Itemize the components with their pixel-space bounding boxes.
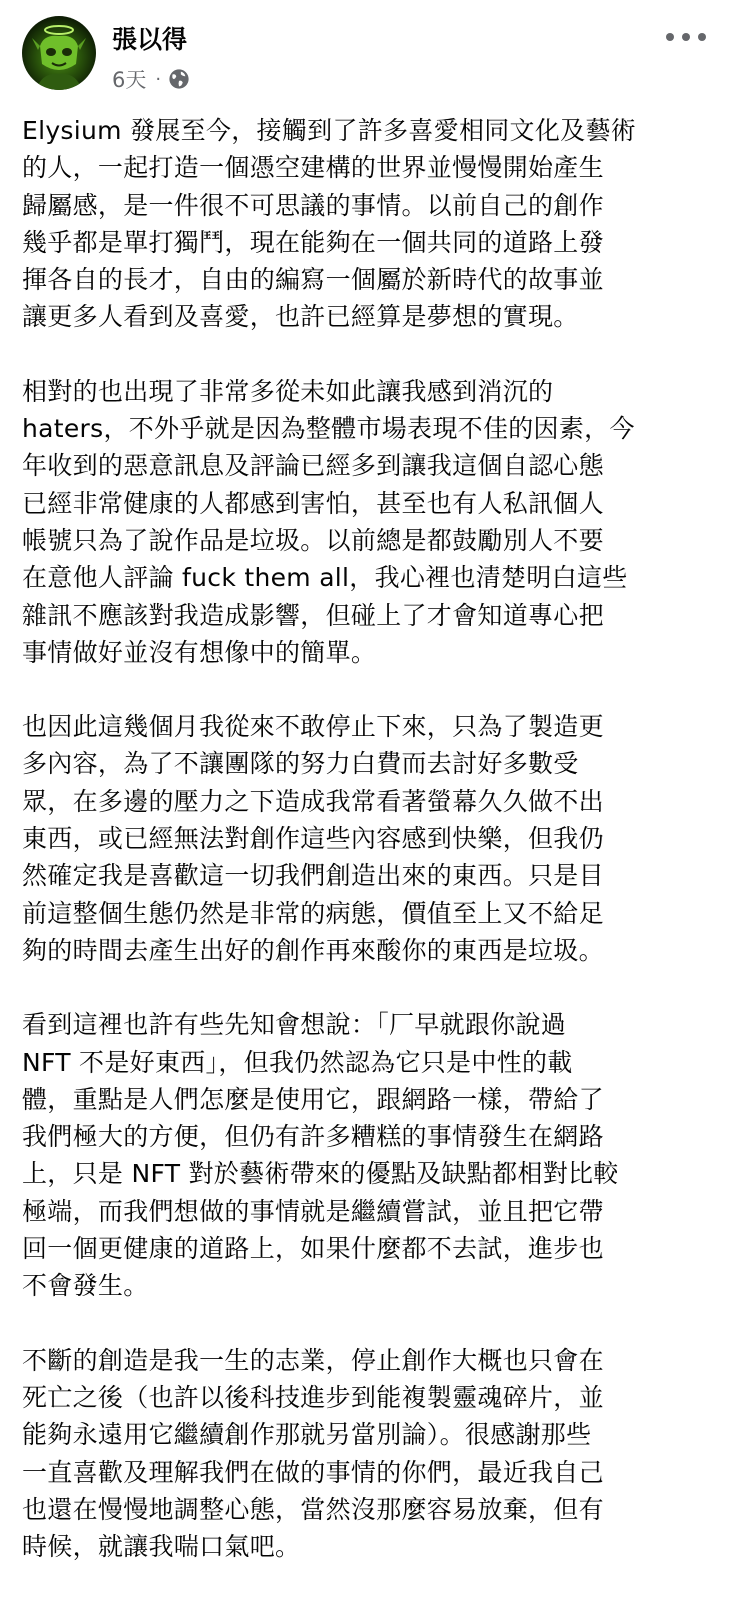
post-line: 我們極大的方便，但仍有許多糟糕的事情發生在網路 [22, 1122, 604, 1152]
post-line: 然確定我是喜歡這一切我們創造出來的東西。只是目 [22, 861, 604, 891]
globe-icon [168, 68, 190, 90]
post-line: 多內容，為了不讓團隊的努力白費而去討好多數受 [22, 749, 579, 779]
post-line: 幾乎都是單打獨鬥，現在能夠在一個共同的道路上發 [22, 227, 604, 257]
post-line: 能夠永遠用它繼續創作那就另當別論）。很感謝那些 [22, 1420, 592, 1450]
post-line: 體，重點是人們怎麼是使用它，跟網路一樣，帶給了 [22, 1084, 604, 1114]
post-paragraph-2 [22, 373, 712, 671]
post-line: 也還在慢慢地調整心態，當然沒那麼容易放棄，但有 [22, 1494, 604, 1524]
author-name[interactable]: 張以得 [112, 25, 188, 54]
post-line: 上，只是 NFT 對於藝術帶來的優點及缺點都相對比較 [22, 1159, 619, 1189]
post-line: 死亡之後（也許以後科技進步到能複製靈魂碎片，並 [22, 1382, 604, 1412]
post-line: NFT 不是好東西」，但我仍然認為它只是中性的載 [22, 1047, 573, 1077]
post-line: 事情做好並沒有想像中的簡單。 [22, 637, 377, 667]
post-line: 眾，在多邊的壓力之下造成我常看著螢幕久久做不出 [22, 786, 604, 816]
post-line: 歸屬感，是一件很不可思議的事情。以前自己的創作 [22, 190, 604, 220]
post-paragraph-3 [22, 708, 712, 969]
meta-separator: · [155, 68, 162, 90]
post-line: 看到這裡也許有些先知會想說：「厂早就跟你說過 [22, 1010, 567, 1040]
post-line: 夠的時間去產生出好的創作再來酸你的東西是垃圾。 [22, 935, 604, 965]
post-paragraph-1 [22, 112, 712, 336]
post-line: 東西，或已經無法對創作這些內容感到快樂，但我仍 [22, 824, 604, 854]
post-line: 雜訊不應該對我造成影響，但碰上了才會知道專心把 [22, 600, 604, 630]
author-avatar[interactable] [22, 16, 96, 90]
post-line: 年收到的惡意訊息及評論已經多到讓我這個自認心態 [22, 451, 604, 481]
post-line: 極端，而我們想做的事情就是繼續嘗試，並且把它帶 [22, 1196, 604, 1226]
more-options-button[interactable] [666, 24, 706, 50]
post-line: 回一個更健康的道路上，如果什麼都不去試，進步也 [22, 1234, 604, 1264]
post-line: Elysium 發展至今，接觸到了許多喜愛相同文化及藝術 [22, 116, 637, 145]
post-line: 在意他人評論 fuck them all，我心裡也清楚明白這些 [22, 563, 628, 593]
post-line: 前這整個生態仍然是非常的病態，價值至上又不給足 [22, 898, 604, 928]
post-header [0, 0, 740, 100]
post-line: 不會發生。 [22, 1271, 149, 1301]
post-line: 也因此這幾個月我從來不敢停止下來，只為了製造更 [22, 712, 604, 742]
post-line: 一直喜歡及理解我們在做的事情的你們，最近我自己 [22, 1457, 604, 1487]
post-line: 不斷的創造是我一生的志業，停止創作大概也只會在 [22, 1345, 604, 1375]
post-line: haters，不外乎就是因為整體市場表現不佳的因素，今 [22, 414, 635, 444]
ellipsis-icon-dot-1 [666, 33, 674, 41]
post-line: 時候，就讓我喘口氣吧。 [22, 1532, 301, 1562]
ellipsis-icon-dot-3 [698, 33, 706, 41]
post-timestamp[interactable]: 6天 [112, 68, 147, 92]
post-body [22, 112, 712, 1602]
green-character-avatar-icon [22, 16, 96, 90]
post-meta [112, 64, 190, 94]
post-line: 已經非常健康的人都感到害怕，甚至也有人私訊個人 [22, 488, 604, 518]
post-line: 的人，一起打造一個憑空建構的世界並慢慢開始產生 [22, 153, 604, 183]
post-line: 帳號只為了說作品是垃圾。以前總是都鼓勵別人不要 [22, 525, 604, 555]
post-line: 讓更多人看到及喜愛，也許已經算是夢想的實現。 [22, 302, 579, 332]
post-line: 相對的也出現了非常多從未如此讓我感到消沉的 [22, 376, 554, 406]
post-line: 揮各自的長才，自由的編寫一個屬於新時代的故事並 [22, 265, 604, 295]
post-paragraph-5 [22, 1342, 712, 1566]
ellipsis-icon-dot-2 [682, 33, 690, 41]
post-paragraph-4 [22, 1006, 712, 1304]
